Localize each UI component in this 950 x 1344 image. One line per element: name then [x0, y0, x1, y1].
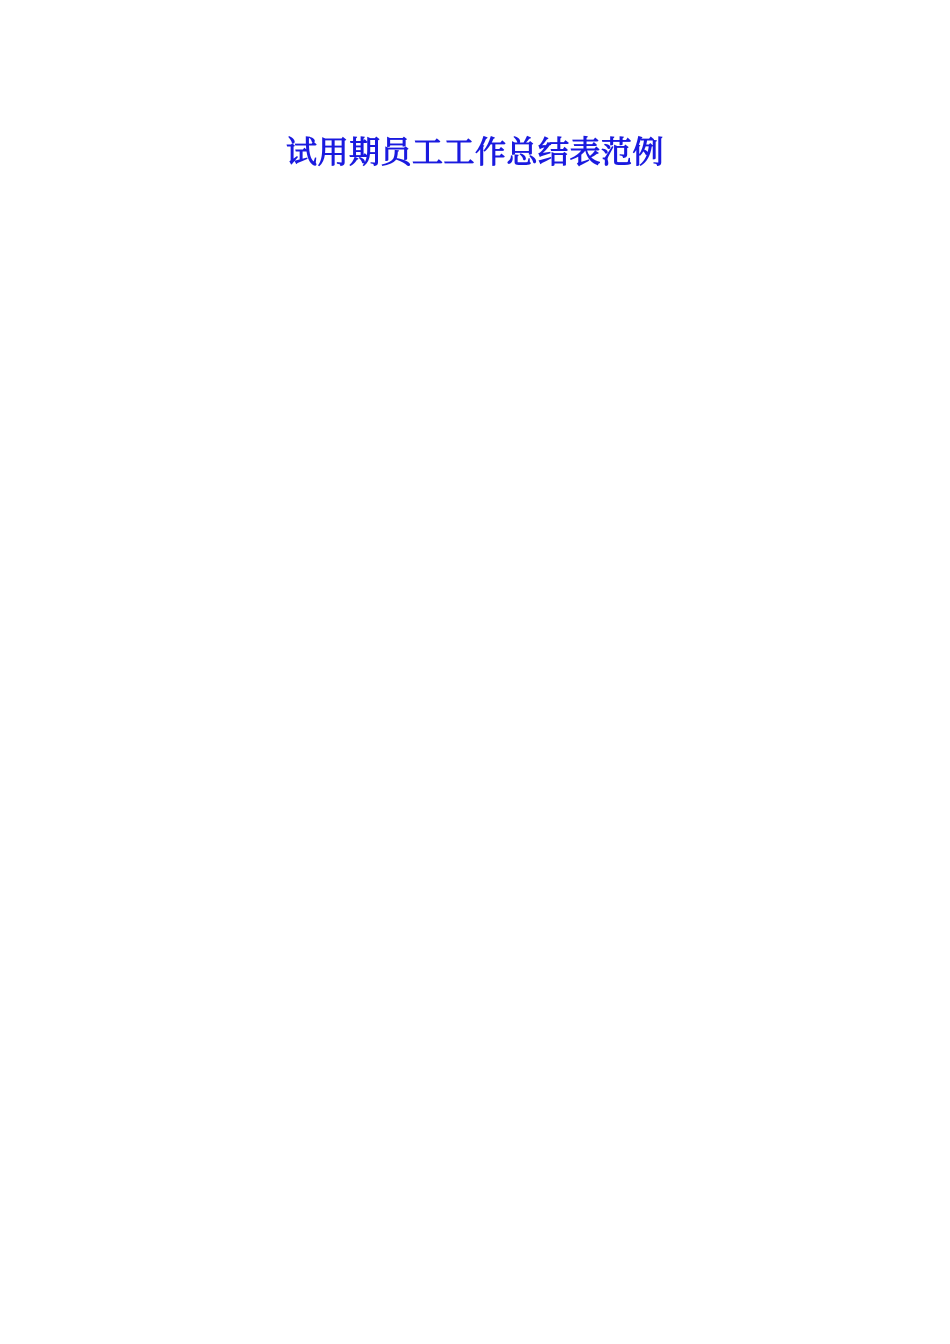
- document-title: 试用期员工工作总结表范例: [286, 135, 664, 171]
